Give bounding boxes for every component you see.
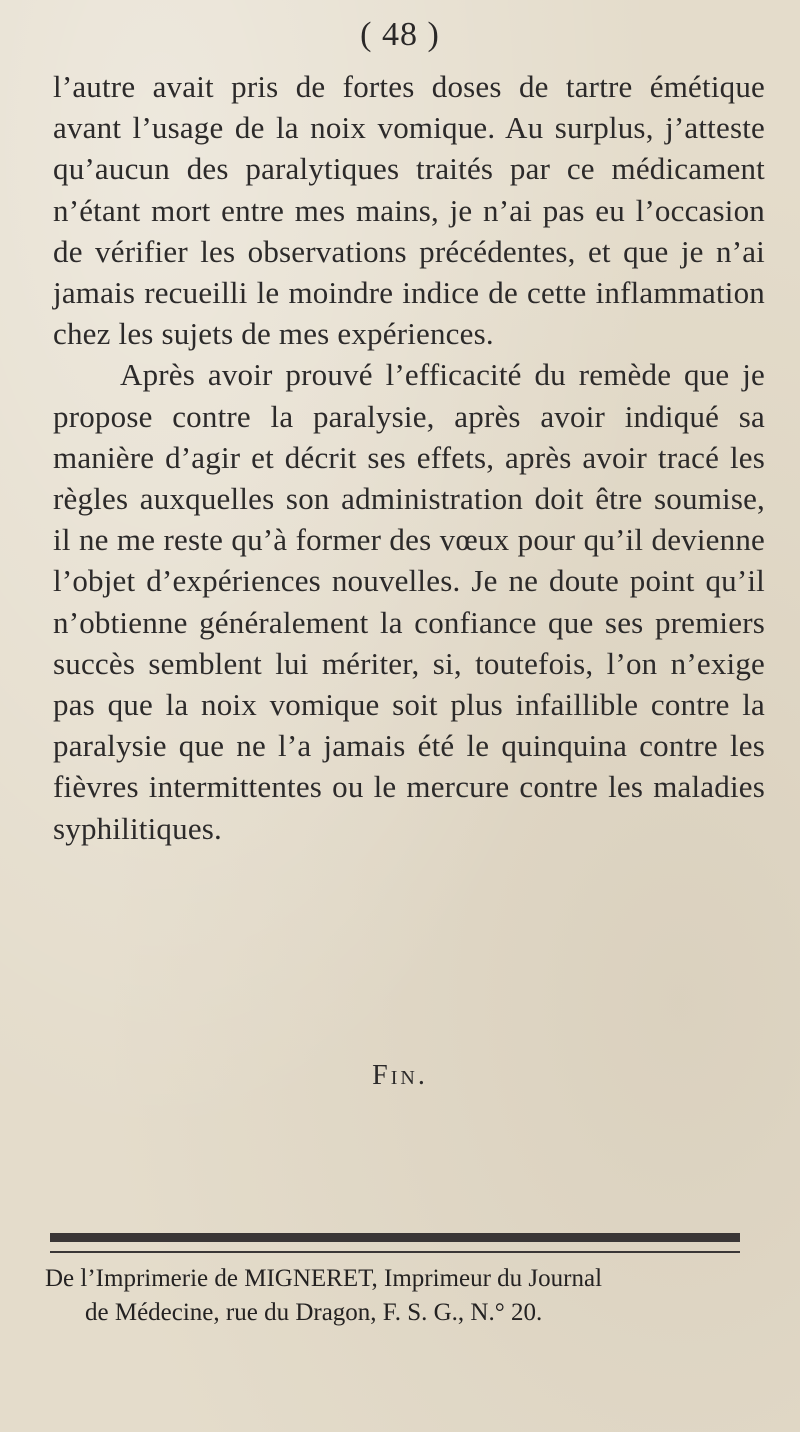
printer-colophon: [45, 1262, 765, 1330]
paragraph-conclusion: Après avoir prouvé l’efficacité du remède que je propose contre la paralysie, après avoir indiqué sa manière d’agir et décrit ses effets, après avoir tracé les règles auxquelles son administration doit être soumise, il ne me reste qu’à former des vœux pour qu’il devienne l’objet d’expériences nouvelles. Je ne doute point qu’il n’obtienne généralement la confiance que ses premiers succès semblent lui mériter, si, toutefois, l’on n’exige pas que la noix vomique soit plus infaillible contre la paralysie que ne l’a jamais été le quinquina contre les fièvres intermittentes ou le mercure contre les maladies syphilitiques.: [53, 357, 765, 846]
end-mark: Fin.: [372, 1060, 428, 1091]
colophon-line-1: De l’Imprimerie de MIGNERET, Imprimeur du Journal: [45, 1265, 603, 1292]
divider-thin: [50, 1251, 740, 1253]
colophon-line-2: de Médecine, rue du Dragon, F. S. G., N.° 20.: [85, 1299, 543, 1326]
paragraph-continued: l’autre avait pris de fortes doses de tartre émétique avant l’usage de la noix vomique. Au surplus, j’atteste qu’aucun des paralytiques traités par ce médicament n’étant mort entre mes mains, je n’ai pas eu l’occasion de vérifier les observations précédentes, et que je n’ai jamais recueilli le moindre indice de cette inflammation chez les sujets de mes expériences.: [53, 69, 765, 352]
page-number: ( 48 ): [360, 16, 440, 53]
divider-thick: [50, 1233, 740, 1242]
body-text: [53, 66, 765, 849]
